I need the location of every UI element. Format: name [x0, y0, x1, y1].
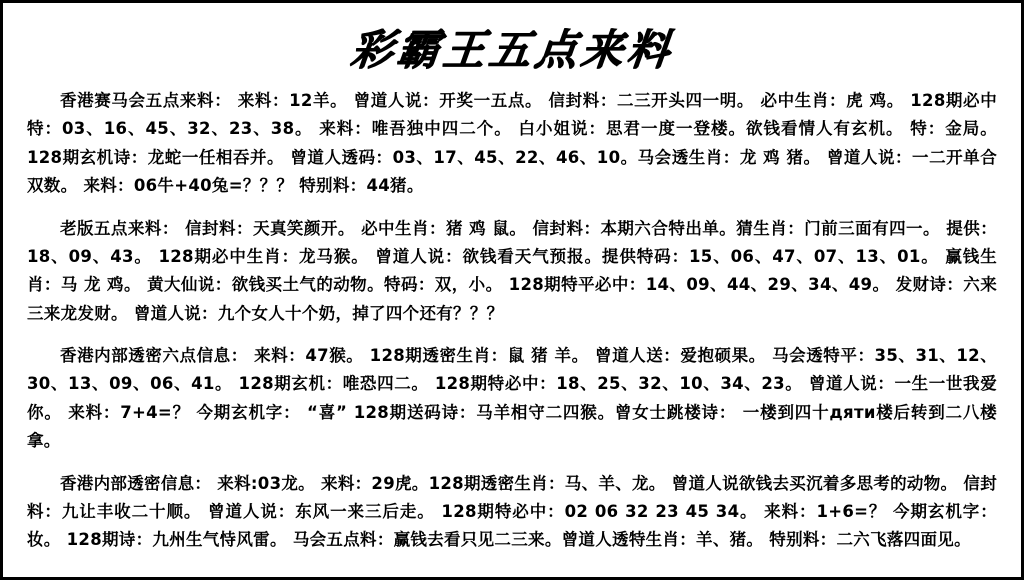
paragraph-3: 香港内部透密六点信息： 来料：47猴。 128期透密生肖：鼠 猪 羊。 曾道人送：爱抱硕果。 马会透特平：35、31、12、30、13、09、06、41。 128期玄机：唯恐四二。 128期特必中：18、25、32、10、34、23。 曾道人说：一生一世我爱你。 来料：7+4=？ 今期玄机字： “喜” 128期送码诗：马羊相守二四猴。曾女士跳楼诗： 一楼到四十дяти楼后转到二八楼拿。 — [27, 346, 997, 451]
page-title: 彩霸王五点来料 — [348, 25, 676, 74]
paragraph-1: 香港赛马会五点来料： 来料：12羊。 曾道人说：开奖一五点。 信封料：二三开头四一明。 必中生肖：虎 鸡。 128期必中特：03、16、45、32、23、38。 来料：唯吾独中四二个。 白小姐说：思君一度一登楼。欲钱看情人有玄机。 特：金局。 128期玄机诗：龙蛇一任相吞并。 曾道人透码：03、17、45、22、46、10。马会透生肖：龙 鸡 猪。 曾道人说：一二开单合双数。 来料：06牛+40兔=？？？ 特别料：44猪。 — [27, 91, 997, 196]
paragraph-2: 老版五点来料： 信封料：天真笑颜开。 必中生肖：猪 鸡 鼠。 信封料：本期六合特出单。猜生肖：门前三面有四一。 提供：18、09、43。 128期必中生肖：龙马猴。 曾道人说：欲钱看天气预报。提供特码：15、06、47、07、13、01。 赢钱生肖：马 龙 鸡。 黄大仙说：欲钱买土气的动物。特码：双，小。 128期特平必中：14、09、44、29、34、49。 发财诗：六来三来龙发财。 曾道人说：九个女人十个奶，掉了四个还有？？？ — [27, 218, 997, 323]
document-body — [3, 83, 1021, 555]
title-container — [3, 3, 1021, 83]
paragraph-4: 香港内部透密信息： 来料:03龙。 来料：29虎。128期透密生肖：马、羊、龙。 曾道人说欲钱去买沉着多思考的动物。 信封料：九让丰收二十顺。 曾道人说：东风一来三后走。 128期特必中：02 06 32 23 45 34。 来料：1+6=？ 今期玄机字：妆。 128期诗：九州生气恃风雷。 马会五点料：赢钱去看只见二三来。曾道人透特生肖：羊、猪。 特别料：二六飞落四面见。 — [27, 473, 997, 550]
